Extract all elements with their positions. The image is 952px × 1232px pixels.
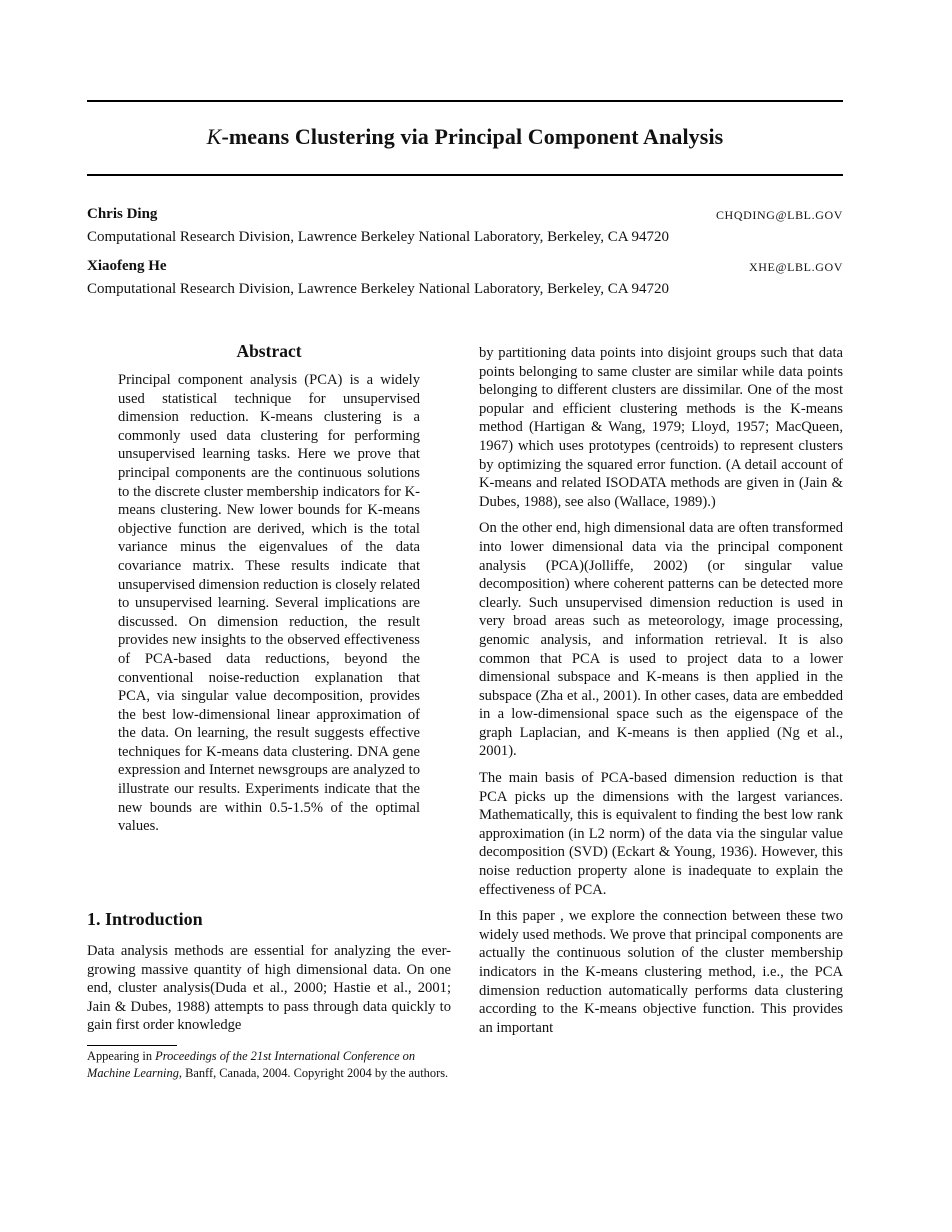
abstract-body	[118, 371, 420, 836]
author-row	[87, 206, 843, 226]
author-name: Chris Ding	[87, 206, 158, 222]
body-paragraph: The main basis of PCA-based dimension reduction is that PCA picks up the dimensions with the largest variances. Mathematically, this is equivalent to finding the best low rank approximation (in L2 norm) of the data via the singular value decomposition (SVD) (Eckart & Young, 1936). However, this noise reduction property alone is inadequate to explain the effectiveness of PCA.	[479, 770, 843, 898]
body-paragraph: by partitioning data points into disjoint groups such that data points belonging to same cluster are similar while data points belonging to different clusters are dissimilar. One of the most popular and efficient clustering methods is the K-means method (Hartigan & Wang, 1979; Lloyd, 1957; MacQueen, 1967) which uses prototypes (centroids) to represent clusters by optimizing the squared error function. (A detail account of K-means and related ISODATA methods are given in (Jain & Dubes, 1988), see also (Wallace, 1989).)	[479, 345, 843, 510]
introduction-body	[87, 942, 451, 1035]
author-email: CHQDING@LBL.GOV	[715, 208, 843, 222]
author-name: Xiaofeng He	[87, 258, 167, 274]
paper-title: K-means Clustering via Principal Component Analysis	[206, 124, 724, 149]
author-affiliation: Computational Research Division, Lawrence Berkeley National Laboratory, Berkeley, CA 94720	[87, 229, 670, 245]
abstract-heading: Abstract	[236, 341, 302, 361]
author-affiliation: Computational Research Division, Lawrence Berkeley National Laboratory, Berkeley, CA 94720	[87, 281, 670, 297]
footnote: Appearing in Proceedings of the 21st International Conference on Machine Learning, Banff, Canada, 2004. Copyright 2004 by the authors.	[87, 1049, 449, 1080]
author-email: XHE@LBL.GOV	[749, 260, 843, 274]
body-paragraph: In this paper , we explore the connection between these two widely used methods. We prove that principal components are actually the continuous solution of the cluster membership indicators in the K-means clustering method, i.e., the PCA dimension reduction automatically performs data clustering according to the K-means objective function. This provides an important	[479, 908, 843, 1036]
title-bottom-rule	[87, 174, 843, 176]
section-heading-introduction: 1. Introduction	[87, 909, 203, 929]
title-top-rule	[87, 100, 843, 102]
right-column	[479, 344, 843, 1037]
author-row	[87, 258, 843, 278]
body-paragraph: Data analysis methods are essential for analyzing the ever-growing massive quantity of high dimensional data. On one end, cluster analysis(Duda et al., 2000; Hastie et al., 2001; Jain & Dubes, 1988) attempts to pass through data quickly to gain first order knowledge	[87, 943, 451, 1034]
body-paragraph: On the other end, high dimensional data are often transformed into lower dimensional data via the principal component analysis (PCA)(Jolliffe, 2002) (or singular value decomposition) where coherent patterns can be detected more clearly. Such unsupervised dimension reduction is used in very broad areas such as meteorology, image processing, genomic analysis, and information retrieval. It is also common that PCA is used to project data to a lower dimensional subspace and K-means is then applied in the subspace (Zha et al., 2001). In other cases, data are embedded in a low-dimensional space such as the eigenspace of the graph Laplacian, and K-means is then applied (Ng et al., 2001).	[479, 520, 843, 760]
footnote-rule	[87, 1045, 177, 1046]
abstract-paragraph: Principal component analysis (PCA) is a widely used statistical technique for unsupervised dimension reduction. K-means clustering is a commonly used data clustering for performing unsupervised learning tasks. Here we prove that principal components are the continuous solutions to the discrete cluster membership indicators for K-means clustering. New lower bounds for K-means objective function are derived, which is the total variance minus the eigenvalues of the data covariance matrix. These results indicate that unsupervised dimension reduction is closely related to unsupervised learning. Several implications are discussed. On dimension reduction, the result provides new insights to the observed effectiveness of PCA-based data reductions, beyond the conventional noise-reduction explanation that PCA, via singular value decomposition, provides the best low-dimensional linear approximation of the data. On learning, the result suggests effective techniques for K-means data clustering. DNA gene expression and Internet newsgroups are analyzed to illustrate our results. Experiments indicate that the new bounds are within 0.5-1.5% of the optimal values.	[118, 372, 420, 835]
